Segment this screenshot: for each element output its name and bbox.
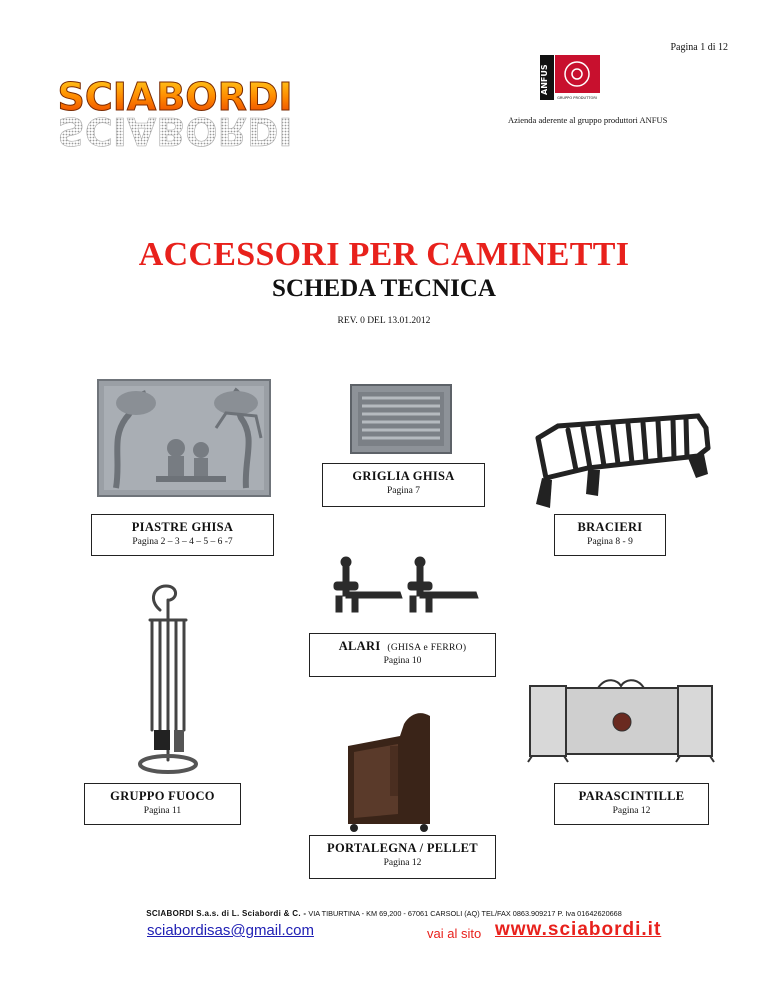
email-link[interactable]: sciabordisas@gmail.com <box>147 922 314 939</box>
logo-reflection-text: SCIABORDI <box>57 109 293 153</box>
product-pages: Pagina 7 <box>387 486 420 496</box>
product-pages: Pagina 10 <box>383 656 422 666</box>
cast-iron-plate-image <box>96 378 272 498</box>
product-box-gruppo-fuoco <box>84 783 241 825</box>
website-link[interactable]: www.sciabordi.it <box>495 919 662 940</box>
log-holder-image <box>340 706 438 834</box>
page-number: Pagina 1 di 12 <box>670 42 728 53</box>
product-pages: Pagina 8 - 9 <box>587 537 633 547</box>
sciabordi-logo <box>57 40 293 200</box>
company-info <box>0 909 768 918</box>
product-pages: Pagina 11 <box>143 806 182 816</box>
product-box-alari <box>309 633 496 677</box>
fire-tool-set-image <box>138 580 200 778</box>
main-title: ACCESSORI PER CAMINETTI <box>138 236 630 273</box>
company-address: VIA TIBURTINA - KM 69,200 - 67061 CARSOLI (AQ) TEL/FAX 0863.909217 P. Iva 01642620668 <box>306 909 622 918</box>
product-name: PARASCINTILLE <box>578 789 685 803</box>
product-name: BRACIERI <box>577 520 643 534</box>
product-box-bracieri <box>554 514 666 556</box>
site-label: vai al sito <box>427 926 482 941</box>
product-name: GRUPPO FUOCO <box>110 789 215 803</box>
logo-text: SCIABORDI <box>57 75 293 119</box>
product-name: GRIGLIA GHISA <box>352 469 455 483</box>
product-note: (GHISA e FERRO) <box>387 643 467 653</box>
subtitle: SCHEDA TECNICA <box>272 275 496 302</box>
company-name: SCIABORDI S.a.s. di L. Sciabordi & C. - <box>146 909 307 918</box>
product-name: PORTALEGNA / PELLET <box>327 841 478 855</box>
anfus-caption: Azienda aderente al gruppo produttori ANFUS <box>508 115 668 125</box>
product-box-portalegna <box>309 835 496 879</box>
anfus-logo-caption: GRUPPO PRODUTTORI <box>557 96 597 100</box>
cast-iron-grill-image <box>350 384 452 454</box>
product-box-griglia-ghisa <box>322 463 485 507</box>
anfus-logo <box>540 55 600 100</box>
anfus-logo-text: ANFUS <box>540 64 549 95</box>
product-name: ALARI <box>338 639 381 653</box>
product-pages: Pagina 12 <box>383 858 422 868</box>
fire-grate-image <box>528 408 714 514</box>
product-pages: Pagina 12 <box>612 806 651 816</box>
revision: REV. 0 DEL 13.01.2012 <box>337 316 431 326</box>
spark-screen-image <box>526 676 716 766</box>
product-box-parascintille <box>554 783 709 825</box>
product-name: PIASTRE GHISA <box>131 520 234 534</box>
product-pages: Pagina 2 – 3 – 4 – 5 – 6 -7 <box>132 537 233 547</box>
andirons-image <box>330 552 482 616</box>
product-box-piastre-ghisa <box>91 514 274 556</box>
